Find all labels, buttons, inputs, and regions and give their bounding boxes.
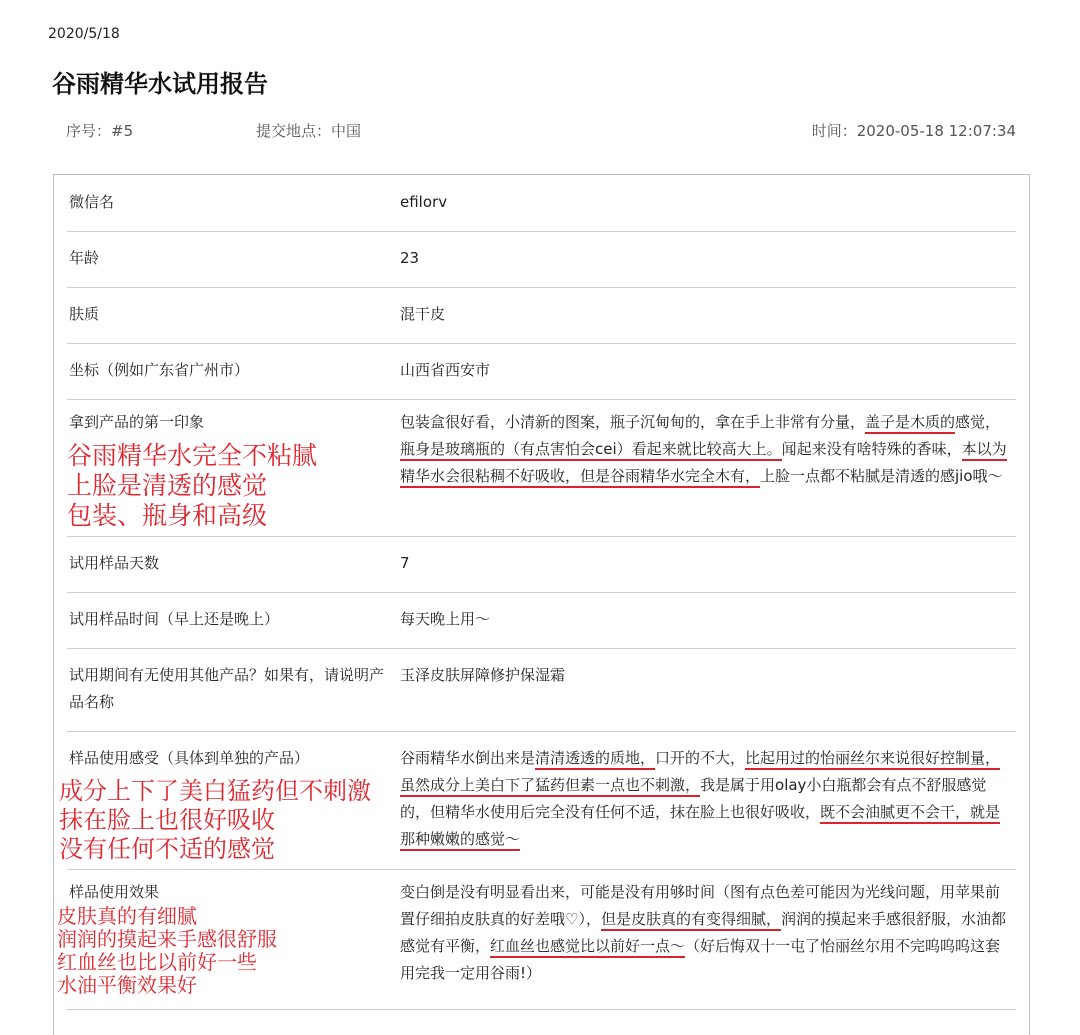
highlighted-text: 瓶身是玻璃瓶的（有点害怕会cei）看起来就比较高大上。 xyxy=(400,440,782,461)
submit-time: 时间：2020-05-18 12:07:34 xyxy=(811,122,1016,140)
table-row-other-products xyxy=(67,648,1016,732)
table-row-first-impression xyxy=(67,399,1016,537)
row-label: 试用样品天数 xyxy=(69,554,160,572)
highlighted-text: 本以为精华水会很粘稠不好吸收，但是谷雨精华水完全木有， xyxy=(400,440,1007,488)
highlighted-text: 但是皮肤真的有变得细腻， xyxy=(601,910,781,931)
highlighted-text: 虽然成分上美白下了猛药但素一点也不刺激， xyxy=(400,776,700,797)
text-segment: 变白倒是没有明显看出来，可能是没有用够时间（图有点色差可能因为光线问题，用苹果前置仔细拍皮肤真的好差哦♡）， xyxy=(400,883,1001,928)
annotation-line: 上脸是清透的感觉 xyxy=(67,471,268,500)
annotation-line: 红血丝也比以前好一些 xyxy=(57,950,257,974)
annotation-line: 谷雨精华水完全不粘腻 xyxy=(67,441,318,470)
table-row-usage-feeling xyxy=(59,731,1016,870)
report-sheet xyxy=(53,174,1030,1035)
table-row-trial-time xyxy=(67,592,1016,649)
report-title: 谷雨精华水试用报告 xyxy=(52,70,268,98)
submit-location: 提交地点：中国 xyxy=(256,122,362,140)
annotation-line: 包装、瓶身和高级 xyxy=(67,501,268,530)
annotation-line: 没有任何不适的感觉 xyxy=(59,835,275,863)
row-label: 年龄 xyxy=(69,249,100,267)
table-row-age xyxy=(67,231,1016,288)
annotation-line: 成分上下了美白猛药但不刺激 xyxy=(59,777,371,805)
row-value: efilorv xyxy=(400,193,448,211)
table-row-wechat xyxy=(67,175,1016,232)
row-value: 7 xyxy=(400,554,410,572)
serial-number: 序号：#5 xyxy=(66,122,134,140)
highlighted-text: 比起用过的怡丽丝尔来说很好控制量， xyxy=(745,749,1000,770)
row-value: 23 xyxy=(400,249,420,267)
row-value xyxy=(400,409,1012,490)
highlighted-text: 红血丝也感觉比以前好一点～ xyxy=(490,937,685,958)
row-label: 坐标（例如广东省广州市） xyxy=(69,361,250,379)
table-row-trial-days xyxy=(67,536,1016,593)
annotation-line: 抹在脸上也很好吸收 xyxy=(59,806,275,834)
row-label: 试用样品时间（早上还是晚上） xyxy=(69,610,280,628)
row-label: 样品使用感受（具体到单独的产品） xyxy=(69,749,310,767)
text-segment: （好后悔双十一屯了怡丽丝尔用不完呜呜呜这套用完我一定用谷雨!） xyxy=(400,937,1001,982)
annotation-line: 皮肤真的有细腻 xyxy=(57,904,197,928)
row-label: 拿到产品的第一印象 xyxy=(69,413,205,431)
highlighted-text: 清清透透的质地， xyxy=(535,749,655,770)
table-row-location xyxy=(67,343,1016,400)
annotation-feeling xyxy=(59,777,371,864)
row-value xyxy=(400,879,1012,987)
annotation-line: 润润的摸起来手感很舒服 xyxy=(57,927,277,951)
highlighted-text: 盖子是木质的 xyxy=(865,413,955,434)
row-value: 玉泽皮肤屏障修护保湿霜 xyxy=(400,666,566,684)
table-row-usage-effect xyxy=(57,869,1016,1010)
text-segment: 谷雨精华水倒出来是 xyxy=(400,749,536,767)
report-date: 2020/5/18 xyxy=(48,26,120,42)
highlighted-text: 既不会油腻更不会干，就是那种嫩嫩的感觉～ xyxy=(400,803,1000,851)
text-segment: 包装盒很好看，小清新的图案，瓶子沉甸甸的，拿在手上非常有分量， xyxy=(400,413,866,431)
text-segment: 口开的不大， xyxy=(655,749,746,767)
annotation-line: 水油平衡效果好 xyxy=(57,973,197,997)
text-segment: 闻起来没有啥特殊的香味， xyxy=(781,440,962,458)
annotation-effect xyxy=(57,905,277,997)
row-label: 试用期间有无使用其他产品？如果有，请说明产品名称 xyxy=(69,666,385,711)
row-label: 肤质 xyxy=(69,305,100,323)
text-segment: 我是属于用olay小白瓶都会有点不舒服感觉的，但精华水使用后完全没有任何不适，抹在脸上也很好吸收， xyxy=(400,776,987,821)
text-segment: 润润的摸起来手感很舒服，水油都感觉有平衡， xyxy=(400,910,1006,955)
row-value: 山西省西安市 xyxy=(400,361,491,379)
row-label: 样品使用效果 xyxy=(69,883,160,901)
annotation-impression xyxy=(67,441,317,531)
row-value: 每天晚上用～ xyxy=(400,610,491,628)
row-value xyxy=(400,745,1012,853)
row-label: 微信名 xyxy=(69,193,115,211)
text-segment: 上脸一点都不粘腻是清透的感jio哦～ xyxy=(760,467,1003,485)
text-segment: 感觉， xyxy=(955,413,1001,431)
row-value: 混干皮 xyxy=(400,305,446,323)
table-row-skin-type xyxy=(67,287,1016,344)
